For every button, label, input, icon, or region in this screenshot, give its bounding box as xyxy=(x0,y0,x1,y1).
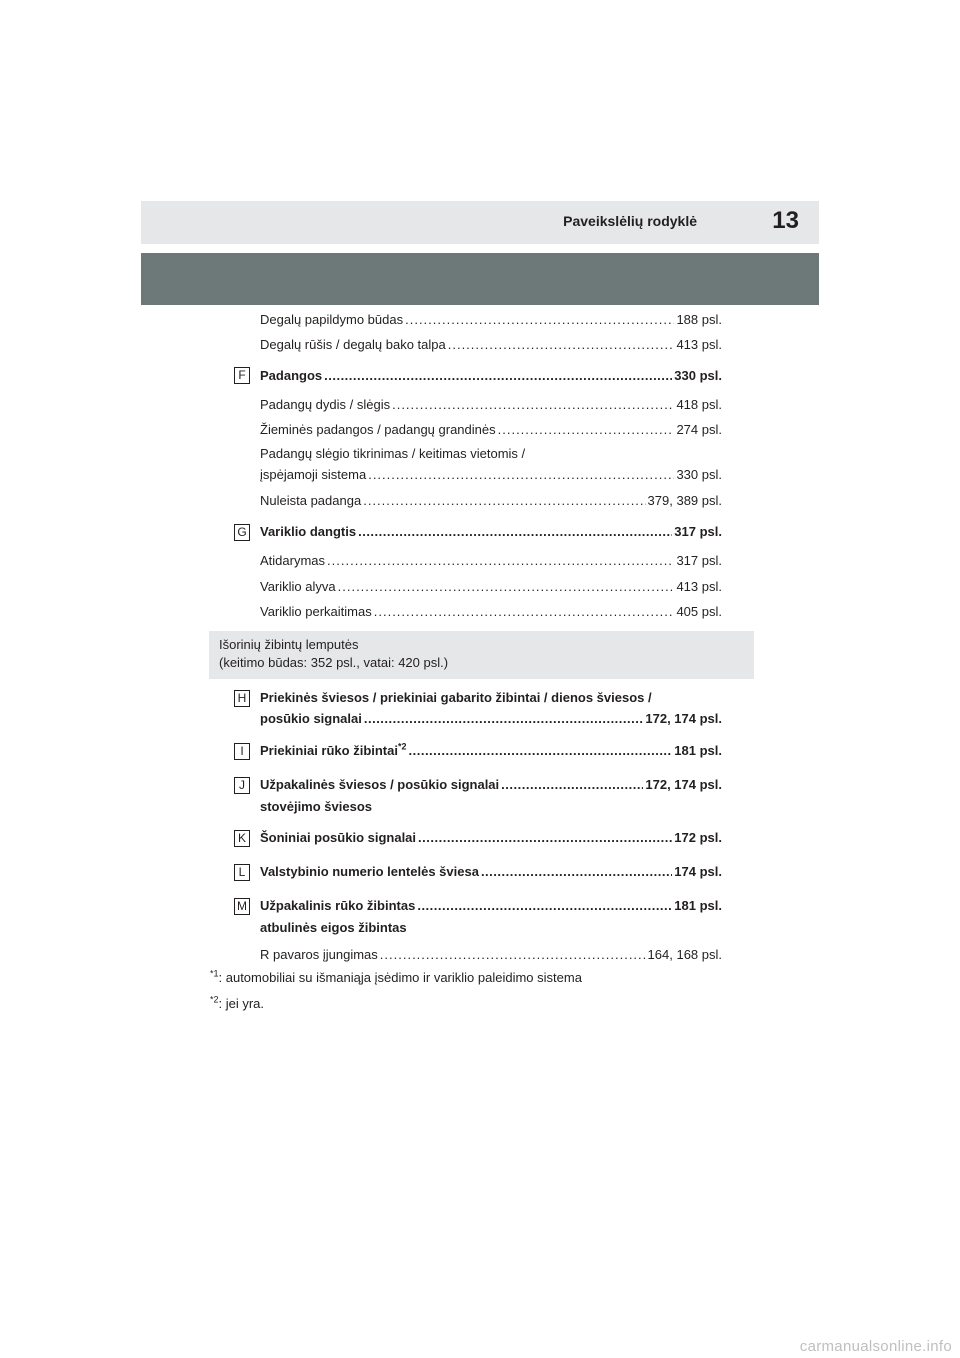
toc-entry[interactable]: Žieminės padangos / padangų grandinės ..... 274 psl. xyxy=(260,422,722,437)
leader-dots xyxy=(498,422,675,437)
toc-entry[interactable]: R pavaros įjungimas ..... 164, 168 psl. xyxy=(260,947,722,962)
letter-badge-k: K xyxy=(234,830,250,847)
footnote-1: $^{*1}$: automobiliai su išmaniąja įsėdimo ir variklio paleidimo sistema xyxy=(210,968,582,985)
watermark: carmanualsonline.info xyxy=(799,1338,952,1355)
toc-entry-uzpakalinis-ruko[interactable]: Užpakalinis rūko žibintas ..... 181 psl. xyxy=(260,898,722,913)
header-band xyxy=(141,201,819,244)
leader-dots xyxy=(409,743,673,758)
letter-badge-h: H xyxy=(234,690,250,707)
letter-badge-i: I xyxy=(234,743,250,760)
leader-dots xyxy=(327,553,674,568)
toc-entry-line2: atbulinės eigos žibintas xyxy=(260,920,407,935)
toc-entry[interactable]: Degalų papildymo būdas ..... 188 psl. xyxy=(260,312,722,327)
toc-entry-uzpakalines-sviesos[interactable]: Užpakalinės šviesos / posūkio signalai ..... 172, 174 psl. xyxy=(260,777,722,792)
leader-dots xyxy=(417,898,672,913)
leader-dots xyxy=(368,467,674,482)
header-title: Paveikslėlių rodyklė xyxy=(563,213,697,229)
toc-entry-line2: stovėjimo šviesos xyxy=(260,799,372,814)
toc-entry-rukoziblintai[interactable]: Priekiniai rūko žibintai$^{*2}$ ..... 181 psl. xyxy=(260,743,722,758)
letter-badge-f: F xyxy=(234,367,250,384)
letter-badge-l: L xyxy=(234,864,250,881)
page-number: 13 xyxy=(772,207,799,234)
toc-entry[interactable]: Atidarymas ..... 317 psl. xyxy=(260,553,722,568)
leader-dots xyxy=(380,947,646,962)
toc-entry-posukio-signalai[interactable]: posūkio signalai ..... 172, 174 psl. xyxy=(260,711,722,726)
letter-badge-g: G xyxy=(234,524,250,541)
toc-entry-soniniai[interactable]: Šoniniai posūkio signalai ..... 172 psl. xyxy=(260,830,722,845)
leader-dots xyxy=(374,604,675,619)
leader-dots xyxy=(405,312,674,327)
section-box-exterior-lights xyxy=(209,631,754,679)
leader-dots xyxy=(418,830,672,845)
leader-dots xyxy=(481,864,672,879)
letter-badge-j: J xyxy=(234,777,250,794)
toc-entry[interactable]: Nuleista padanga ..... 379, 389 psl. xyxy=(260,493,722,508)
toc-entry[interactable]: įspėjamoji sistema ..... 330 psl. xyxy=(260,467,722,482)
section-box-line2: (keitimo būdas: 352 psl., vatai: 420 psl.) xyxy=(219,655,449,670)
toc-entry-variklio-dangtis[interactable]: Variklio dangtis ..... 317 psl. xyxy=(260,524,722,539)
leader-dots xyxy=(338,579,675,594)
toc-entry-line1: Priekinės šviesos / priekiniai gabarito žibintai / dienos šviesos / xyxy=(260,690,652,705)
leader-dots xyxy=(363,493,645,508)
footnote-2: $^{*2}$: jei yra. xyxy=(210,994,265,1011)
header-divider-bar xyxy=(141,253,819,305)
toc-entry-padangos[interactable]: Padangos ..... 330 psl. xyxy=(260,368,722,383)
toc-entry[interactable]: Variklio alyva ..... 413 psl. xyxy=(260,579,722,594)
leader-dots xyxy=(358,524,672,539)
toc-entry-line1: Padangų slėgio tikrinimas / keitimas vietomis / xyxy=(260,446,526,461)
leader-dots xyxy=(448,337,675,352)
toc-entry[interactable]: Degalų rūšis / degalų bako talpa ..... 413 psl. xyxy=(260,337,722,352)
letter-badge-m: M xyxy=(234,898,250,915)
section-box-line1: Išorinių žibintų lemputės xyxy=(219,637,359,652)
leader-dots xyxy=(501,777,643,792)
leader-dots xyxy=(364,711,644,726)
toc-entry-numerio-sviesa[interactable]: Valstybinio numerio lentelės šviesa ..... 174 psl. xyxy=(260,864,722,879)
leader-dots xyxy=(392,397,674,412)
toc-entry[interactable]: Variklio perkaitimas ..... 405 psl. xyxy=(260,604,722,619)
toc-entry[interactable]: Padangų dydis / slėgis ..... 418 psl. xyxy=(260,397,722,412)
leader-dots xyxy=(324,368,672,383)
